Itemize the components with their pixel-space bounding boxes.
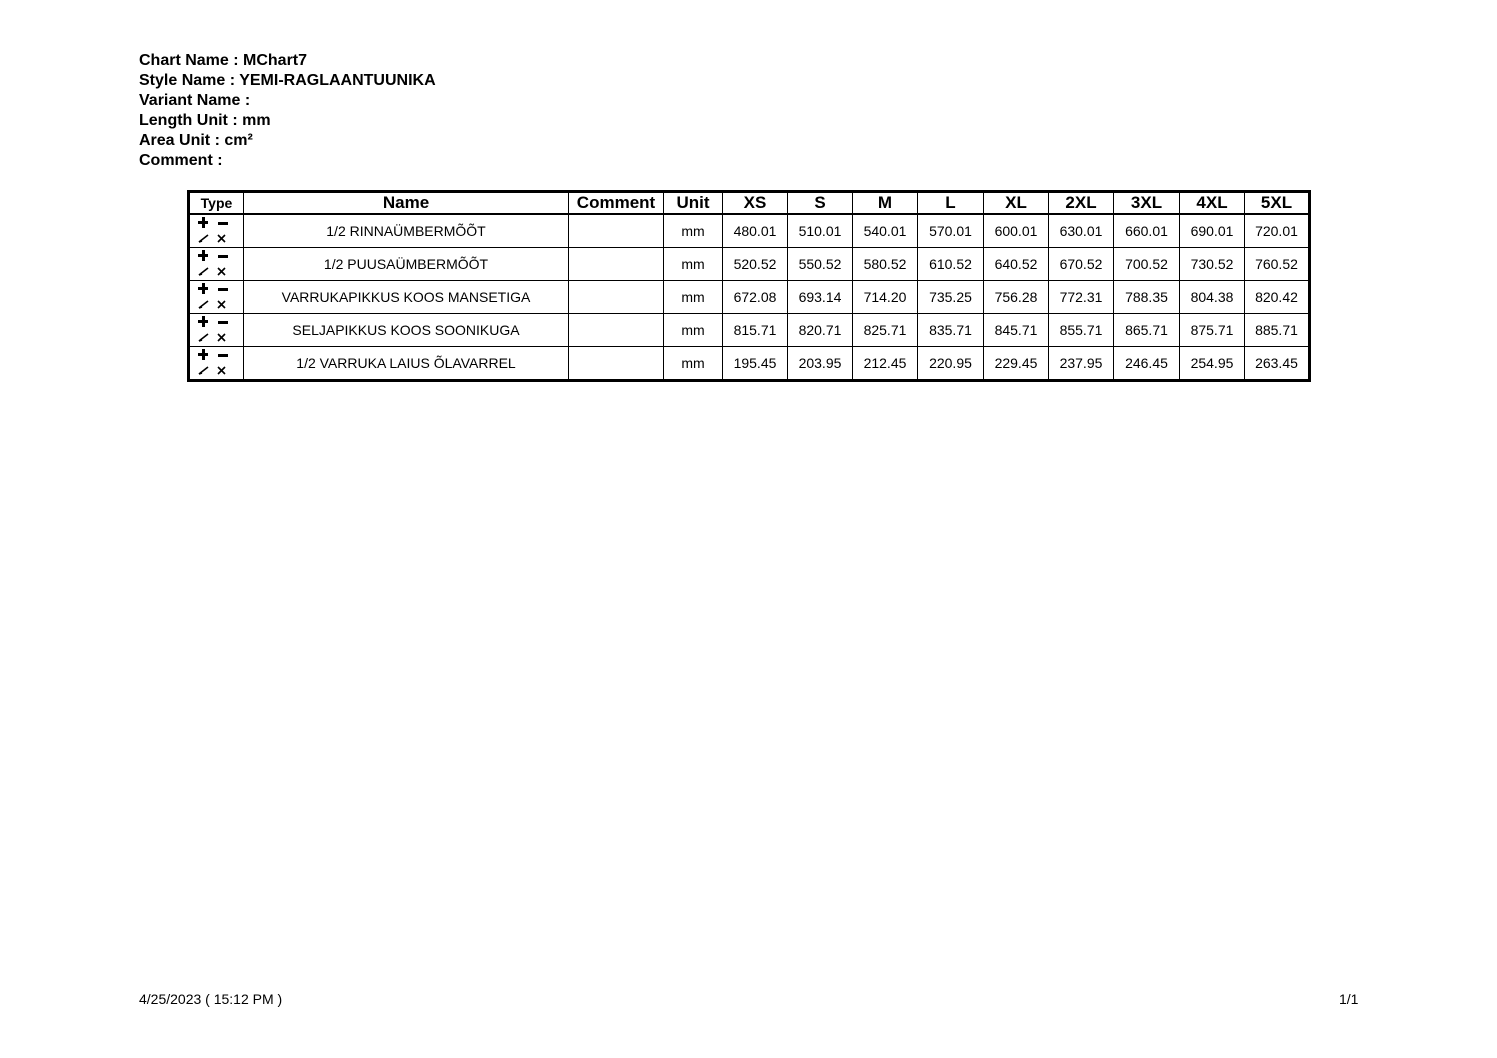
type-icon-group [196, 349, 232, 377]
size-value-xl: 640.52 [984, 248, 1049, 281]
size-value-2xl: 630.01 [1049, 214, 1114, 248]
size-value-l: 220.95 [918, 347, 984, 381]
area-unit: Area Unit : cm² [139, 132, 253, 149]
cross-icon[interactable] [214, 330, 232, 344]
style-name: Style Name : YEMI-RAGLAANTUUNIKA [139, 72, 436, 89]
measurement-comment [569, 248, 664, 281]
column-header-type: Type [189, 192, 244, 215]
plus-icon[interactable] [196, 217, 214, 231]
table-row [189, 248, 1310, 281]
table-row [189, 314, 1310, 347]
measurement-name: 1/2 PUUSAÜMBERMÕÕT [244, 248, 569, 281]
size-value-xl: 600.01 [984, 214, 1049, 248]
size-value-5xl: 263.45 [1245, 347, 1310, 381]
size-value-xl: 845.71 [984, 314, 1049, 347]
column-header-s: S [788, 192, 853, 215]
size-value-3xl: 660.01 [1114, 214, 1180, 248]
table-body [189, 214, 1310, 381]
chart-name: Chart Name : MChart7 [139, 52, 308, 69]
size-value-4xl: 254.95 [1180, 347, 1245, 381]
type-icon-group [196, 217, 232, 245]
type-cell [189, 248, 244, 281]
size-value-3xl: 788.35 [1114, 281, 1180, 314]
size-value-4xl: 730.52 [1180, 248, 1245, 281]
measurement-comment [569, 214, 664, 248]
minus-icon[interactable] [214, 217, 232, 231]
measurement-comment [569, 347, 664, 381]
measurement-unit: mm [664, 248, 723, 281]
table-row [189, 214, 1310, 248]
variant-name: Variant Name : [139, 92, 251, 109]
minus-icon[interactable] [214, 349, 232, 363]
type-icon-group [196, 316, 232, 344]
plus-icon[interactable] [196, 349, 214, 363]
measurement-unit: mm [664, 214, 723, 248]
size-value-3xl: 865.71 [1114, 314, 1180, 347]
measurement-table [187, 190, 1311, 382]
cross-icon[interactable] [214, 363, 232, 377]
check-icon[interactable] [196, 297, 214, 311]
size-value-4xl: 875.71 [1180, 314, 1245, 347]
size-value-5xl: 885.71 [1245, 314, 1310, 347]
cross-icon[interactable] [214, 297, 232, 311]
plus-icon[interactable] [196, 283, 214, 297]
size-value-l: 735.25 [918, 281, 984, 314]
check-icon[interactable] [196, 231, 214, 245]
measurement-unit: mm [664, 281, 723, 314]
footer-timestamp: 4/25/2023 ( 15:12 PM ) [139, 991, 283, 1007]
check-icon[interactable] [196, 330, 214, 344]
chart-header [139, 51, 436, 171]
column-header-name: Name [244, 192, 569, 215]
column-header-m: M [853, 192, 918, 215]
size-value-5xl: 760.52 [1245, 248, 1310, 281]
plus-icon[interactable] [196, 250, 214, 264]
table-row [189, 281, 1310, 314]
measurement-name: 1/2 VARRUKA LAIUS ÕLAVARREL [244, 347, 569, 381]
plus-icon[interactable] [196, 316, 214, 330]
measurement-unit: mm [664, 347, 723, 381]
size-value-xs: 520.52 [723, 248, 788, 281]
size-value-xs: 815.71 [723, 314, 788, 347]
size-value-l: 835.71 [918, 314, 984, 347]
size-value-5xl: 820.42 [1245, 281, 1310, 314]
cross-icon[interactable] [214, 264, 232, 278]
size-value-2xl: 670.52 [1049, 248, 1114, 281]
column-header-unit: Unit [664, 192, 723, 215]
minus-icon[interactable] [214, 283, 232, 297]
size-value-3xl: 246.45 [1114, 347, 1180, 381]
column-header-xs: XS [723, 192, 788, 215]
check-icon[interactable] [196, 264, 214, 278]
size-value-s: 820.71 [788, 314, 853, 347]
type-cell [189, 314, 244, 347]
size-value-4xl: 804.38 [1180, 281, 1245, 314]
size-value-2xl: 237.95 [1049, 347, 1114, 381]
check-icon[interactable] [196, 363, 214, 377]
size-value-m: 580.52 [853, 248, 918, 281]
type-cell [189, 281, 244, 314]
size-value-m: 540.01 [853, 214, 918, 248]
size-value-s: 550.52 [788, 248, 853, 281]
measurement-unit: mm [664, 314, 723, 347]
column-header-xl: XL [984, 192, 1049, 215]
cross-icon[interactable] [214, 231, 232, 245]
measurement-name: VARRUKAPIKKUS KOOS MANSETIGA [244, 281, 569, 314]
column-header-comment: Comment [569, 192, 664, 215]
size-value-m: 714.20 [853, 281, 918, 314]
size-value-4xl: 690.01 [1180, 214, 1245, 248]
minus-icon[interactable] [214, 316, 232, 330]
size-value-3xl: 700.52 [1114, 248, 1180, 281]
size-value-xs: 672.08 [723, 281, 788, 314]
type-cell [189, 214, 244, 248]
size-value-2xl: 855.71 [1049, 314, 1114, 347]
measurement-comment [569, 314, 664, 347]
measurement-name: SELJAPIKKUS KOOS SOONIKUGA [244, 314, 569, 347]
table-row [189, 347, 1310, 381]
column-header-3xl: 3XL [1114, 192, 1180, 215]
size-value-s: 203.95 [788, 347, 853, 381]
size-value-m: 825.71 [853, 314, 918, 347]
comment-label: Comment : [139, 152, 223, 169]
size-value-s: 510.01 [788, 214, 853, 248]
size-value-l: 570.01 [918, 214, 984, 248]
type-cell [189, 347, 244, 381]
measurement-comment [569, 281, 664, 314]
length-unit: Length Unit : mm [139, 112, 271, 129]
size-value-xs: 480.01 [723, 214, 788, 248]
size-value-l: 610.52 [918, 248, 984, 281]
size-value-5xl: 720.01 [1245, 214, 1310, 248]
size-value-xl: 229.45 [984, 347, 1049, 381]
measurement-name: 1/2 RINNAÜMBERMÕÕT [244, 214, 569, 248]
minus-icon[interactable] [214, 250, 232, 264]
column-header-5xl: 5XL [1245, 192, 1310, 215]
type-icon-group [196, 250, 232, 278]
column-header-2xl: 2XL [1049, 192, 1114, 215]
header-row [189, 192, 1310, 215]
size-value-xl: 756.28 [984, 281, 1049, 314]
size-value-m: 212.45 [853, 347, 918, 381]
footer-page-number: 1/1 [1339, 991, 1359, 1007]
column-header-l: L [918, 192, 984, 215]
column-header-4xl: 4XL [1180, 192, 1245, 215]
type-icon-group [196, 283, 232, 311]
size-value-s: 693.14 [788, 281, 853, 314]
size-value-xs: 195.45 [723, 347, 788, 381]
size-value-2xl: 772.31 [1049, 281, 1114, 314]
